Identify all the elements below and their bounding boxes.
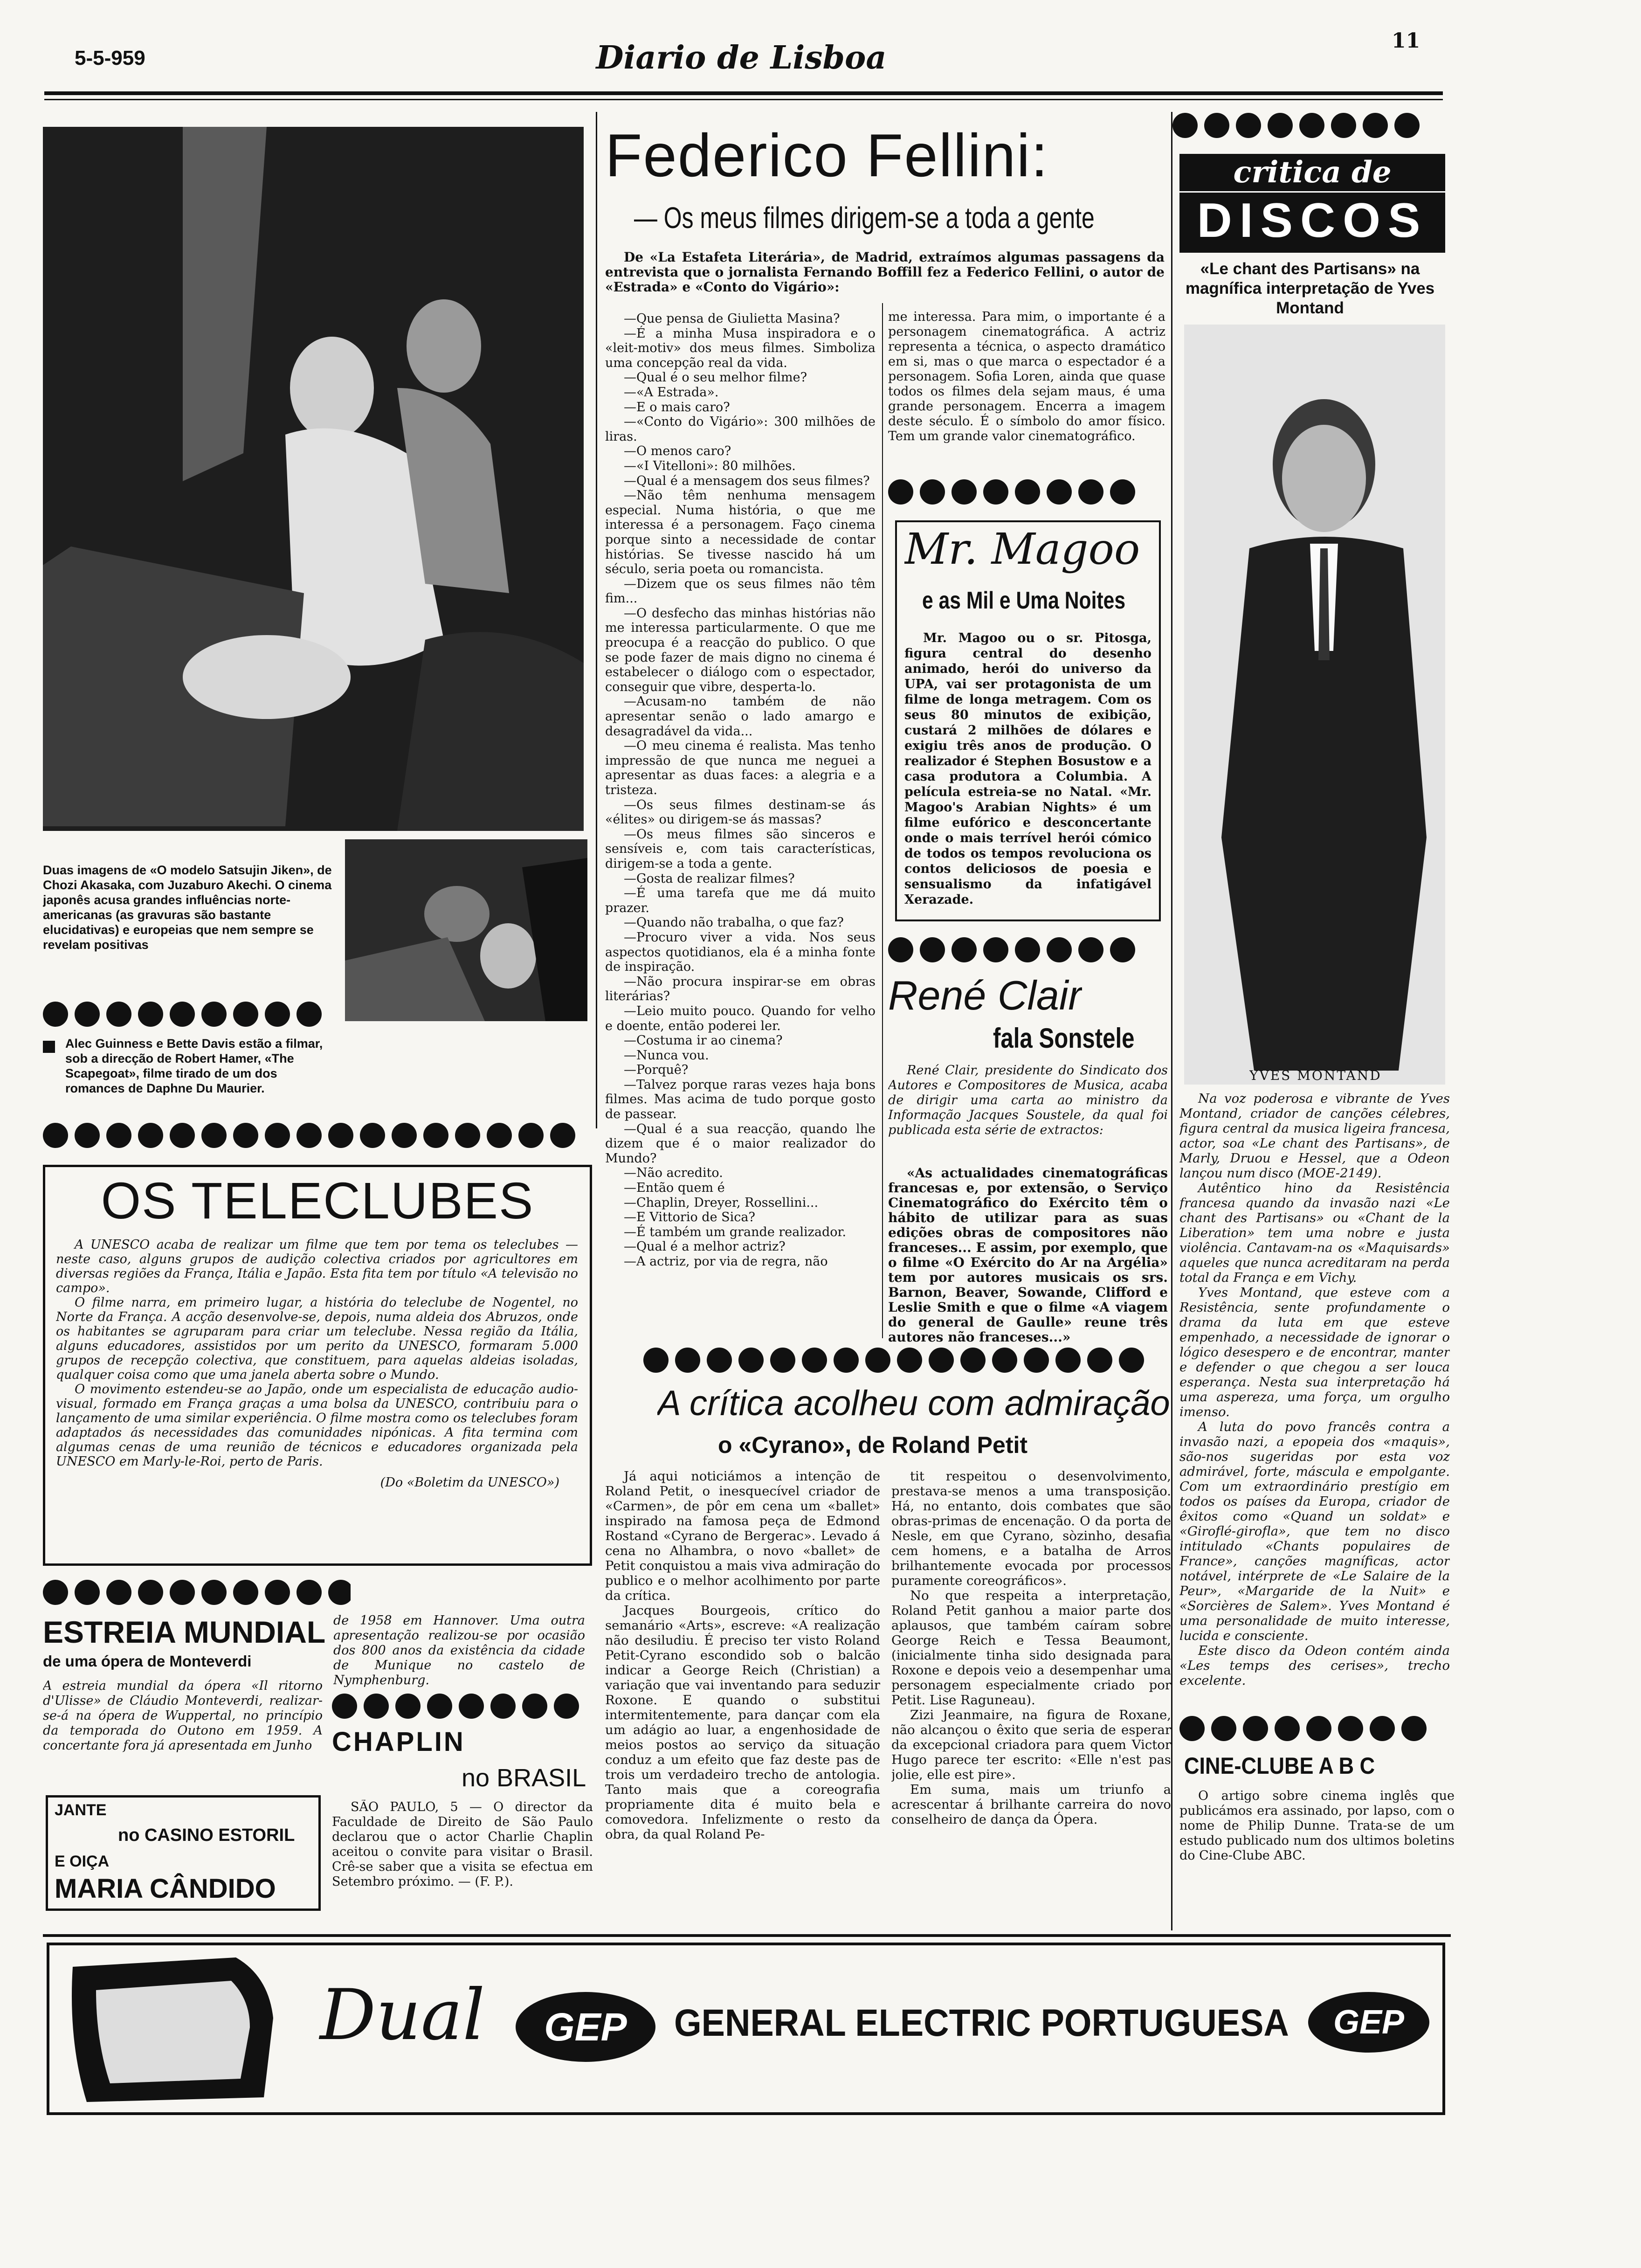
- cyrano-para: Zizi Jeanmaire, na figura de Roxane, não alcançou o êxito que seria de esperar da excepcional criadora para quem Victor Hugo parece ter escrito: «Elle n'est pas jolie, elle est pire».: [891, 1708, 1171, 1782]
- dots-row-clair: [888, 937, 1168, 965]
- fellini-line: —Qual é a melhor actriz?: [624, 1239, 786, 1254]
- fellini-subtitle: — Os meus filmes dirigem-se a toda a gente: [634, 201, 1095, 235]
- fellini-line: —O meu cinema é realista. Mas tenho impressão de que nunca me neguei a apresentar as duas faces: a alegria e a tristeza.: [605, 739, 876, 797]
- fellini-line: —Chaplin, Dreyer, Rossellini...: [624, 1195, 819, 1210]
- discos-banner: [1179, 154, 1445, 253]
- dots-row-chaplin: [332, 1694, 593, 1722]
- cyrano-title: A crítica acolheu com admiração: [657, 1383, 1170, 1423]
- cyrano-para: No que respeita a interpretação, Roland Petit ganhou a maior parte dos aplausos, que também caíram sobre George Reich e Tessa Beaumont, (inicialmente tinha sido designada para Roxone e depois veio a desempenhar uma personagem especialmente criado por Petit. Lise Raguneau).: [891, 1588, 1171, 1708]
- fellini-line: —A actriz, por via de regra, não: [624, 1254, 828, 1269]
- discos-para-2: Autêntico hino da Resistência francesa quando da invasão nazi «Le chant des Partisans» ou «Chant de la Liberation» tem uma nobre e justa violência. Cantavam-na os «Maquisards» aqueles que nunca acreditaram na perda total da França e em Vichy.: [1179, 1181, 1450, 1285]
- fellini-line: —Os meus filmes são sinceros e sensíveis e, com tais características, dirigem-se a toda a gente.: [605, 827, 876, 871]
- dots-row-discos: [1172, 113, 1452, 141]
- fellini-line: —Gosta de realizar filmes?: [624, 871, 795, 886]
- discos-para-4: A luta do povo francês contra a invasão nazi, a epopeia dos «maquis», são-nos sugeridas por esta voz admirável, forte, máscula e empolgante. Com um extraordinário prestígio em todos os países da Europa, criador de êxitos como «Quand un soldat» e «Giroflé-girofla», que tem no disco intitulado «Chants populaires de France», canções magníficas, actor notável, intérprete de «Le Salaire de la Peur», «Margaride de la Nuit» e «Sorcières de Salem». Yves Montand é uma personalidade de muito interesse, lucida e consciente.: [1179, 1419, 1450, 1643]
- fellini-line: —Nunca vou.: [624, 1048, 709, 1063]
- magoo-text: Mr. Magoo ou o sr. Pitosga, figura central do desenho animado, herói do universo da UPA, vai ser protagonista de um filme de longa metragem. Com os seus 80 minutos de exibição, custará 2 milhões de dólares e exigiu três anos de produção. O realizador é Stephen Bosustow e a casa produtora a Columbia. A película estreia-se no Natal. «Mr. Magoo's Arabian Nights» é um filme eufórico e desconcertante onde o mais terrível herói cómico de todos os tempos revoluciona os contos deliciosos de poesia e sensualismo da infatigável Xerazade.: [904, 631, 1151, 907]
- yves-montand-photo: [1184, 325, 1445, 1085]
- clair-intro: René Clair, presidente do Sindicato dos Autores e Compositores de Musica, acaba de dirigir uma carta ao ministro da Informação Jacques Soustele, da qual foi publicada esta série de extractos:: [888, 1063, 1168, 1137]
- discos-para-1: Na voz poderosa e vibrante de Yves Montand, criador de canções célebres, figura central da musica ligeira francesa, actor, soa «Le chant des Partisans», de Marly, Druou e Hessel, que a Odeon lançou num disco (MOE-2149).: [1179, 1091, 1450, 1181]
- masthead-rule-1: [44, 91, 1443, 95]
- fellini-line: —Os seus filmes destinam-se ás «élites» ou dirigem-se ás massas?: [605, 797, 876, 827]
- magoo-subtitle: e as Mil e Uma Noites: [922, 587, 1126, 614]
- masthead-date: 5-5-959: [75, 47, 145, 69]
- yves-montand-illustration: [1184, 325, 1445, 1085]
- fellini-line: —Talvez porque raras vezes haja bons filmes. Mas acima de tudo porque gosto de passear.: [605, 1077, 876, 1122]
- masthead-rule-2: [44, 99, 1443, 100]
- cyrano-col-1: [605, 1469, 880, 1842]
- fellini-col-2: me interessa. Para mim, o importante é a personagem cinematográfica. A actriz representa a técnica, o aspecto dramático em si, mas o que marca o espectador é a personagem. Sofia Loren, ainda que quase todos os filmes dela sejam maus, é uma grande personagem. Encerra a imagem deste século. É o símbolo do amor físico. Tem um grande valor cinematográfico.: [888, 310, 1165, 443]
- jante-line-1: JANTE: [55, 1801, 107, 1819]
- clair-title: René Clair: [888, 972, 1082, 1018]
- dots-row-photos: [43, 1002, 337, 1030]
- estreia-text-1: A estreia mundial da ópera «Il ritorno d'Ulisse» de Cláudio Monteverdi, realizar-se-á na ópera de Wuppertal, no princípio da temporada do Outono em 1959. A concertante fora já apresentada em Junho: [43, 1679, 323, 1753]
- magoo-title: Mr. Magoo: [904, 524, 1140, 574]
- column-rule: [1171, 112, 1172, 1930]
- square-bullet-icon: [43, 1041, 55, 1053]
- film-still-photo-1: [43, 127, 584, 831]
- fellini-line: —Então quem é: [624, 1181, 725, 1196]
- fellini-line: —«A Estrada».: [624, 385, 719, 400]
- cyrano-para: Jacques Bourgeois, crítico do semanário «Arts», escreve: «A realização não desiludiu. É preciso ter visto Roland Petit-Cyrano escondido sob o balcão indicar a George Reich (Christian) a variação que vai inventando para seduzir Roxone. E quando o substitui intermitentemente, para dançar com ela um adágio ao luar, a engenhosidade de meios postos ao serviço da situação conduz a um efeito que faz deste pas de trois um verdadeiro trecho de antologia. Tanto mais que a coreografia propriamente dita é muito bela e comovedora. Infelizmente o resto da obra, da qual Roland Pe-: [605, 1603, 880, 1842]
- discos-body: [1179, 1091, 1450, 1688]
- teleclubes-body: [56, 1238, 578, 1490]
- cyrano-para: Em suma, mais um triunfo a acrescentar á brilhante carreira do novo conselheiro de dança da Ópera.: [891, 1782, 1171, 1827]
- cineclube-title: CINE-CLUBE A B C: [1184, 1753, 1375, 1779]
- fellini-line: —Costuma ir ao cinema?: [624, 1033, 783, 1048]
- fellini-line: —Leio muito pouco. Quando for velho e doente, então poderei ler.: [605, 1003, 876, 1033]
- dual-brand: Dual: [320, 1975, 485, 2056]
- ad-banner: [47, 1943, 1445, 2115]
- fellini-line: —Acusam-no também de não apresentar senão o lado amargo e desagradável da vida...: [605, 694, 876, 739]
- cyrano-col-2: [891, 1469, 1171, 1827]
- estreia-text-2: de 1958 em Hannover. Uma outra apresentação realizou-se por ocasião dos 800 anos da existência da cidade de Munique no castelo de Nymphenburg.: [333, 1613, 585, 1687]
- fellini-intro: De «La Estafeta Literária», de Madrid, extraímos algumas passagens da entrevista que o jornalista Fernando Boffill fez a Federico Fellini, o autor de «Estrada» e «Conto do Vigário»:: [605, 250, 1165, 295]
- cyrano-para: tit respeitou o desenvolvimento, prestava-se menos a uma transposição. Há, no entanto, dois combates que são obras-primas de encenação. O da porta de Nesle, em que Cyrano, sòzinho, desafia cem homens, e a batalha de Arros brilhantemente evocada por processos puramente coreográficos».: [891, 1469, 1171, 1588]
- fellini-col-1: [605, 311, 876, 1269]
- fellini-line: —Qual é a mensagem dos seus filmes?: [624, 473, 870, 488]
- jante-line-3: E OIÇA: [55, 1853, 110, 1870]
- fellini-line: —O desfecho das minhas histórias não me interessa particularmente. O que me preocupa é a reacção do publico. O que se pode fazer de mais digno no cinema é estabelecer o diálogo com o espectador, conseguir que vibre, desperta-lo.: [605, 606, 876, 694]
- fellini-line: —Não acredito.: [624, 1166, 723, 1181]
- fellini-line: —E o mais caro?: [624, 400, 730, 415]
- column-rule: [596, 112, 597, 1128]
- discos-label-2: DISCOS: [1179, 191, 1445, 249]
- film-still-photo-2: [345, 839, 587, 1021]
- chaplin-text: SÃO PAULO, 5 — O director da Faculdade de Direito de São Paulo declarou que o actor Charlie Chaplin aceitou o convite para visitar o Brasil. Crê-se saber que a visita se efectua em Setembro próximo. — (F. P.).: [332, 1800, 593, 1889]
- fellini-line: —«Conto do Vigário»: 300 milhões de liras.: [605, 415, 876, 444]
- masthead-title: Diario de Lisboa: [596, 39, 887, 76]
- jante-line-4: MARIA CÂNDIDO: [55, 1874, 276, 1904]
- ad-top-rule: [43, 1934, 1451, 1937]
- film-still-illustration-2: [345, 839, 587, 1021]
- chaplin-subtitle: no BRASIL: [462, 1764, 586, 1792]
- jante-line-2: no CASINO ESTORIL: [118, 1825, 295, 1845]
- fellini-line: —É a minha Musa inspiradora e o «leit-motiv» dos meus filmes. Simboliza uma concepção real da vida.: [605, 326, 876, 370]
- teleclubes-title: OS TELECLUBES: [101, 1172, 534, 1230]
- discos-para-3: Yves Montand, que esteve com a Resistência, sente profundamente o drama da luta em que esteve empenhado, a necessidade de ignorar o lógico desespero e de encontrar, manter e defender o que chegou a ser louca esperança. Nesta sua interpretação há uma aspereza, uma força, um orgulho imenso.: [1179, 1285, 1450, 1419]
- fellini-line: —Procuro viver a vida. Nos seus aspectos quotidianos, ela é a minha fonte de inspiração.: [605, 930, 876, 975]
- fellini-line: —Porquê?: [624, 1063, 689, 1078]
- photo-caption-2: Alec Guinness e Bette Davis estão a filmar, sob a direcção de Robert Hamer, «The Scapegoat», filme tirado de um dos romances de Daphne Du Maurier.: [65, 1037, 323, 1095]
- dots-row-magoo: [888, 479, 1168, 507]
- jante-ad-box: [46, 1795, 321, 1911]
- fellini-line: —Qual é a sua reacção, quando lhe dizem que é o maior realizador do Mundo?: [605, 1121, 876, 1166]
- teleclubes-para-3: O movimento estendeu-se ao Japão, onde um especialista de educação audio-visual, formado em França graças a uma bolsa da UNESCO, contribuiu para o lançamento de uma similar experiência. O filme mostra como os teleclubes foram adaptados ás necessidades das comunidades nipónicas. A fita termina com algumas cenas de uma reunião de técnicos e educadores organizada pela UNESCO em Marly-le-Roi, perto de Paris.: [56, 1382, 578, 1469]
- cyrano-subtitle: o «Cyrano», de Roland Petit: [718, 1432, 1028, 1458]
- estreia-title: ESTREIA MUNDIAL: [43, 1615, 326, 1649]
- fellini-line: —Quando não trabalha, o que faz?: [624, 915, 844, 930]
- dots-row-teleclubes: [43, 1123, 593, 1151]
- fellini-line: —Não procura inspirar-se em obras literárias?: [605, 974, 876, 1004]
- fellini-line: —Dizem que os seus filmes não têm fim...: [605, 576, 876, 606]
- fellini-line: —É também um grande realizador.: [624, 1224, 847, 1239]
- fellini-line: —«I Vitelloni»: 80 milhões.: [624, 458, 796, 473]
- teleclubes-source: (Do «Boletim da UNESCO»): [380, 1475, 559, 1490]
- dots-row-estreia: [43, 1580, 351, 1608]
- clair-text: «As actualidades cinematográficas francesas e, por extensão, o Serviço Cinematográfico do Exército têm o hábito de utilizar para as suas edições obras de compositores não franceses... E assim, por exemplo, que o filme «O Exército do Ar na Argélia» tem por autores musicais os srs. Barnon, Beaver, Sowande, Clifford e Leslie Smith e que o filme «A viagem do general de Gaulle» reune três autores não franceses...»: [888, 1166, 1168, 1345]
- yves-montand-photo-caption: YVES MONTAND: [1249, 1068, 1382, 1083]
- dots-row-cyrano: [643, 1348, 1165, 1376]
- teleclubes-para-2: O filme narra, em primeiro lugar, a história do teleclube de Nogentel, no Norte da França. A acção desenvolve-se, depois, numa aldeia dos Abruzos, onde os habitantes se agruparam para criar um teleclube. Nessa região da Itália, alguns educadores, assistidos por um perito da UNESCO, formaram 5.000 grupos de recepção colectiva, que constituem, para aquelas aldeias isoladas, qualquer coisa como que uma janela aberta sobre o Mundo.: [56, 1295, 578, 1382]
- gep-logo-right: GEP: [1308, 1992, 1429, 2053]
- ad-company-name: GENERAL ELECTRIC PORTUGUESA: [674, 2002, 1289, 2044]
- discos-para-5: Este disco da Odeon contém ainda «Les temps des cerises», trecho excelente.: [1179, 1643, 1450, 1688]
- dots-row-cineclube: [1179, 1716, 1450, 1744]
- cineclube-text: O artigo sobre cinema inglês que publicámos era assinado, por lapso, com o nome de Philip Dunne. Trata-se de um estudo publicado num dos ultimos boletins do Cine-Clube ABC.: [1179, 1789, 1455, 1863]
- fellini-line: —Não têm nenhuma mensagem especial. Numa história, o que me interessa é a personagem. Faço cinema porque sinto a necessidade de contar histórias. Se tivesse nascido há um século, seria poeta ou romancista.: [605, 488, 876, 577]
- teleclubes-para-1: A UNESCO acaba de realizar um filme que tem por tema os teleclubes — neste caso, alguns grupos de audição colectiva criados por agricultores em diversas regiões da França, Itália e Japão. Esta fita tem por título «A televisão no campo».: [56, 1238, 578, 1295]
- gep-logo-left: GEP: [516, 1992, 655, 2062]
- fellini-line: —E Vittorio de Sica?: [624, 1210, 755, 1225]
- fellini-line: —Que pensa de Giulietta Masina?: [624, 311, 840, 326]
- film-still-illustration-1: [43, 127, 584, 831]
- appliance-illustration: [59, 1948, 292, 2111]
- chaplin-title: CHAPLIN: [332, 1727, 465, 1757]
- photo-caption-1: Duas imagens de «O modelo Satsujin Jiken», de Chozi Akasaka, com Juzaburo Akechi. O cinema japonês acusa grandes influências norte-americanas (as gravuras são bastante elucidativas) e europeias que nem sempre se revelam positivas: [43, 863, 332, 952]
- discos-headline: «Le chant des Partisans» na magnífica interpretação de Yves Montand: [1185, 260, 1435, 317]
- fellini-line: —O menos caro?: [624, 444, 731, 459]
- cyrano-para: Já aqui noticiámos a intenção de Roland Petit, o inesquecível criador de «Carmen», de pôr em cena um «ballet» inspirado na famosa peça de Edmond Rostand «Cyrano de Bergerac». Levado á cena no Alhambra, o novo «ballet» de Petit conquistou a mais viva admiração do publico e o melhor acolhimento por parte da crítica.: [605, 1469, 880, 1603]
- fellini-line: —É uma tarefa que me dá muito prazer.: [605, 886, 876, 915]
- estreia-subtitle: de uma ópera de Monteverdi: [43, 1653, 252, 1670]
- clair-subtitle: fala Sonstele: [993, 1023, 1135, 1054]
- page-number: 11: [1392, 29, 1420, 53]
- fellini-line: —Qual é o seu melhor filme?: [624, 370, 807, 385]
- column-rule: [882, 303, 883, 1338]
- fellini-title: Federico Fellini:: [605, 121, 1049, 189]
- discos-label-1: critica de: [1233, 155, 1392, 190]
